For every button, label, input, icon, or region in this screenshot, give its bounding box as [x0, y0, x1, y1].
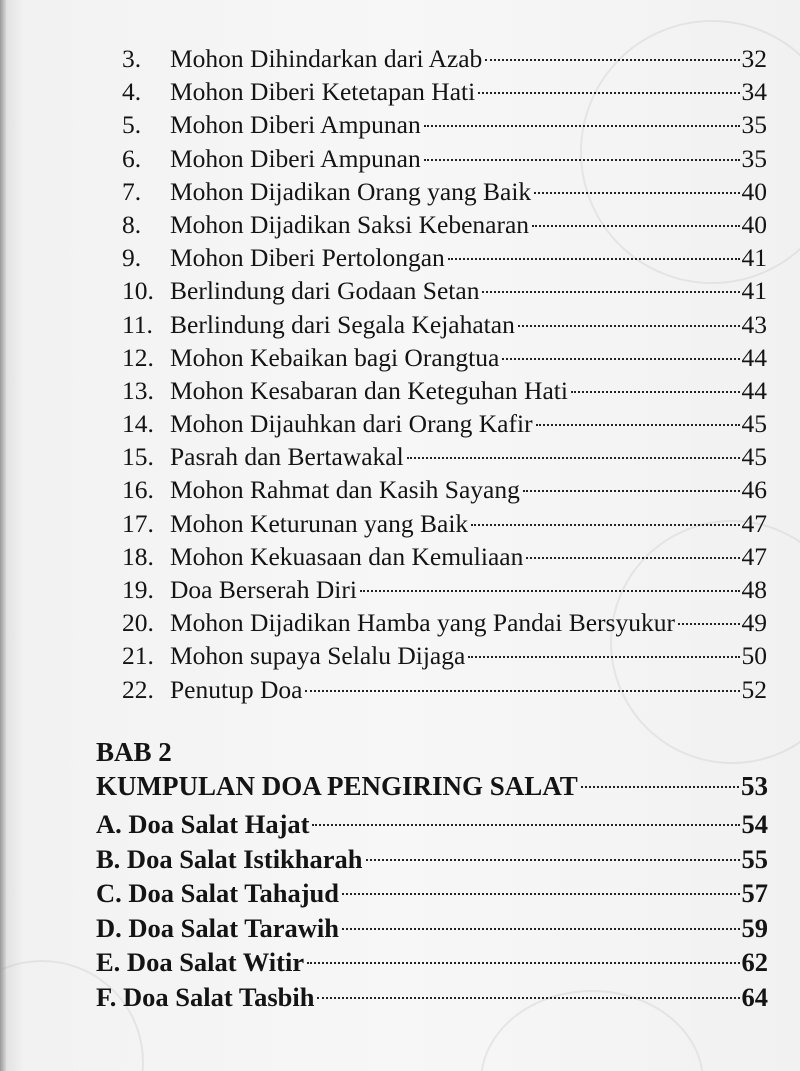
toc-entry-number: 10.: [122, 276, 154, 306]
toc-entry-page-number: 34: [741, 77, 767, 107]
toc-entry-title: Mohon Diberi Ketetapan Hati: [170, 77, 476, 107]
toc-entry-page-number: 35: [741, 143, 767, 173]
dot-leader: [468, 656, 739, 658]
dot-leader: [342, 893, 739, 895]
dot-leader: [478, 92, 739, 94]
toc-entry[interactable]: [122, 573, 767, 606]
toc-entry[interactable]: [122, 407, 767, 440]
dot-leader: [532, 225, 739, 227]
toc-entry-title: Mohon Diberi Pertolongan: [170, 243, 445, 273]
toc-entry-title: Doa Berserah Diri: [170, 575, 357, 604]
toc-entry[interactable]: [122, 241, 767, 274]
toc-entry[interactable]: [122, 606, 767, 639]
dot-leader: [424, 159, 740, 161]
toc-entry-title: Mohon Kebaikan bagi Orangtua: [170, 342, 500, 372]
toc-entry-number: 22.: [122, 674, 154, 704]
dot-leader: [317, 997, 739, 999]
toc-entry-number: 11.: [122, 309, 153, 339]
toc-entry[interactable]: [122, 208, 767, 241]
toc-entry[interactable]: [122, 374, 767, 407]
toc-entry-number: 19.: [122, 575, 154, 604]
toc-entry-page-number: 44: [741, 342, 767, 372]
toc-entry[interactable]: [122, 274, 767, 307]
toc-entry-title: Mohon Dijauhkan dari Orang Kafir: [170, 409, 533, 439]
toc-entry[interactable]: [122, 639, 767, 672]
page-binding-edge: [0, 0, 6, 1071]
dot-leader: [471, 524, 739, 526]
section-entry-page-number: 62: [741, 947, 768, 977]
toc-entry[interactable]: [122, 175, 767, 208]
dot-leader: [407, 457, 740, 459]
toc-entry-number: 12.: [122, 342, 154, 372]
dot-leader: [523, 490, 740, 492]
toc-entry-title: Mohon Diberi Ampunan: [170, 110, 421, 140]
dot-leader: [366, 859, 740, 861]
section-entry[interactable]: [96, 807, 768, 842]
section-entry[interactable]: [96, 842, 768, 877]
toc-entry-page-number: 47: [741, 541, 767, 571]
toc-entry-page-number: 45: [741, 409, 767, 439]
toc-entry-number: 13.: [122, 375, 154, 405]
toc-entry-number: 9.: [122, 243, 142, 273]
toc-entry-title: Mohon Dijadikan Hamba yang Pandai Bersyukur: [170, 608, 675, 638]
dot-leader: [678, 623, 740, 625]
toc-entry-number: 7.: [122, 176, 142, 206]
toc-entry-page-number: 40: [741, 176, 767, 206]
dot-leader: [305, 690, 739, 692]
toc-entry-title: Mohon Keturunan yang Baik: [170, 508, 469, 538]
toc-entry-number: 4.: [122, 77, 142, 107]
toc-entry-title: Berlindung dari Segala Kejahatan: [170, 309, 515, 339]
toc-entry-number: 3.: [122, 44, 142, 73]
toc-entry-number: 15.: [122, 442, 154, 472]
toc-entry-page-number: 52: [741, 674, 767, 704]
toc-entry-title: Penutup Doa: [170, 674, 303, 704]
dot-leader: [448, 258, 740, 260]
toc-entry-page-number: 43: [741, 309, 767, 339]
dot-leader: [485, 59, 739, 61]
dot-leader: [342, 928, 740, 930]
section-entry-title: E. Doa Salat Witir: [96, 947, 305, 977]
chapter-title: KUMPULAN DOA PENGIRING SALAT: [96, 771, 578, 801]
dot-leader: [424, 125, 740, 127]
chapter-page-number: 53: [741, 771, 768, 801]
toc-entry-title: Mohon Kesabaran dan Keteguhan Hati: [170, 375, 568, 405]
toc-entry[interactable]: [122, 75, 767, 108]
toc-entry-title: Mohon Rahmat dan Kasih Sayang: [170, 475, 520, 505]
toc-entry-title: Mohon Dijadikan Saksi Kebenaran: [170, 209, 530, 239]
toc-entry-number: 14.: [122, 409, 154, 439]
section-entry[interactable]: [96, 911, 768, 946]
toc-entry-title: Mohon Diberi Ampunan: [170, 143, 421, 173]
toc-entry-page-number: 50: [741, 641, 767, 671]
section-entry-title: C. Doa Salat Tahajud: [96, 878, 340, 908]
dot-leader: [502, 358, 739, 360]
dot-leader: [526, 557, 739, 559]
toc-entry-page-number: 44: [741, 375, 767, 405]
toc-entry[interactable]: [122, 440, 767, 473]
dot-leader: [534, 192, 739, 194]
dot-leader: [360, 590, 740, 592]
section-entry-title: A. Doa Salat Hajat: [96, 809, 310, 839]
chapter-label: BAB 2: [96, 737, 172, 767]
toc-entry-title: Mohon Dihindarkan dari Azab: [170, 44, 483, 73]
toc-entry-number: 20.: [122, 608, 154, 638]
toc-entry-page-number: 47: [741, 508, 767, 538]
toc-entry[interactable]: [122, 308, 767, 341]
section-entry-page-number: 57: [741, 878, 768, 908]
toc-entry-page-number: 45: [741, 442, 767, 472]
toc-entry-page-number: 32: [741, 44, 767, 73]
toc-entry[interactable]: [122, 108, 767, 141]
toc-entry-page-number: 49: [741, 608, 767, 638]
section-entry[interactable]: [96, 945, 768, 980]
toc-entry-page-number: 41: [741, 243, 767, 273]
section-entry[interactable]: [96, 876, 768, 911]
toc-entry[interactable]: [122, 341, 767, 374]
toc-entry[interactable]: [122, 142, 767, 175]
toc-entry-number: 21.: [122, 641, 154, 671]
toc-entry[interactable]: [122, 540, 767, 573]
toc-entry-number: 16.: [122, 475, 154, 505]
dot-leader: [307, 962, 739, 964]
toc-entry-number: 5.: [122, 110, 142, 140]
toc-entry[interactable]: [122, 473, 767, 506]
toc-entry-title: Pasrah dan Bertawakal: [170, 442, 404, 472]
toc-entry-number: 8.: [122, 209, 142, 239]
toc-entry-page-number: 46: [741, 475, 767, 505]
toc-entry-title: Berlindung dari Godaan Setan: [170, 276, 480, 306]
dot-leader: [536, 424, 740, 426]
chapter-title-row[interactable]: [96, 769, 768, 803]
toc-entry-title: Mohon Kekuasaan dan Kemuliaan: [170, 541, 524, 571]
toc-entry-page-number: 41: [741, 276, 767, 306]
chapter-section: [96, 735, 768, 1014]
toc-entry-page-number: 35: [741, 110, 767, 140]
toc-entry-title: Mohon supaya Selalu Dijaga: [170, 641, 466, 671]
toc-entry-number: 6.: [122, 143, 142, 173]
toc-entry[interactable]: [122, 673, 767, 706]
dot-leader: [518, 325, 740, 327]
section-entry-title: B. Doa Salat Istikharah: [96, 843, 363, 874]
toc-entry[interactable]: [122, 42, 767, 75]
dot-leader: [581, 786, 739, 788]
section-entry-page-number: 59: [741, 912, 768, 943]
toc-entry-page-number: 48: [741, 575, 767, 604]
section-entry-title: F. Doa Salat Tasbih: [96, 981, 315, 1012]
section-entry-title: D. Doa Salat Tarawih: [96, 912, 339, 943]
chapter-sections-list: [96, 807, 768, 1014]
toc-entry-page-number: 40: [741, 209, 767, 239]
toc-entry-number: 17.: [122, 508, 154, 538]
section-entry[interactable]: [96, 980, 768, 1015]
dot-leader: [482, 291, 739, 293]
dot-leader: [571, 391, 740, 393]
section-entry-page-number: 55: [741, 843, 768, 874]
toc-entry[interactable]: [122, 507, 767, 540]
toc-list: [122, 42, 767, 706]
toc-entry-number: 18.: [122, 541, 154, 571]
section-entry-page-number: 64: [741, 981, 768, 1012]
section-entry-page-number: 54: [741, 809, 768, 839]
dot-leader: [312, 824, 739, 826]
toc-entry-title: Mohon Dijadikan Orang yang Baik: [170, 176, 532, 206]
